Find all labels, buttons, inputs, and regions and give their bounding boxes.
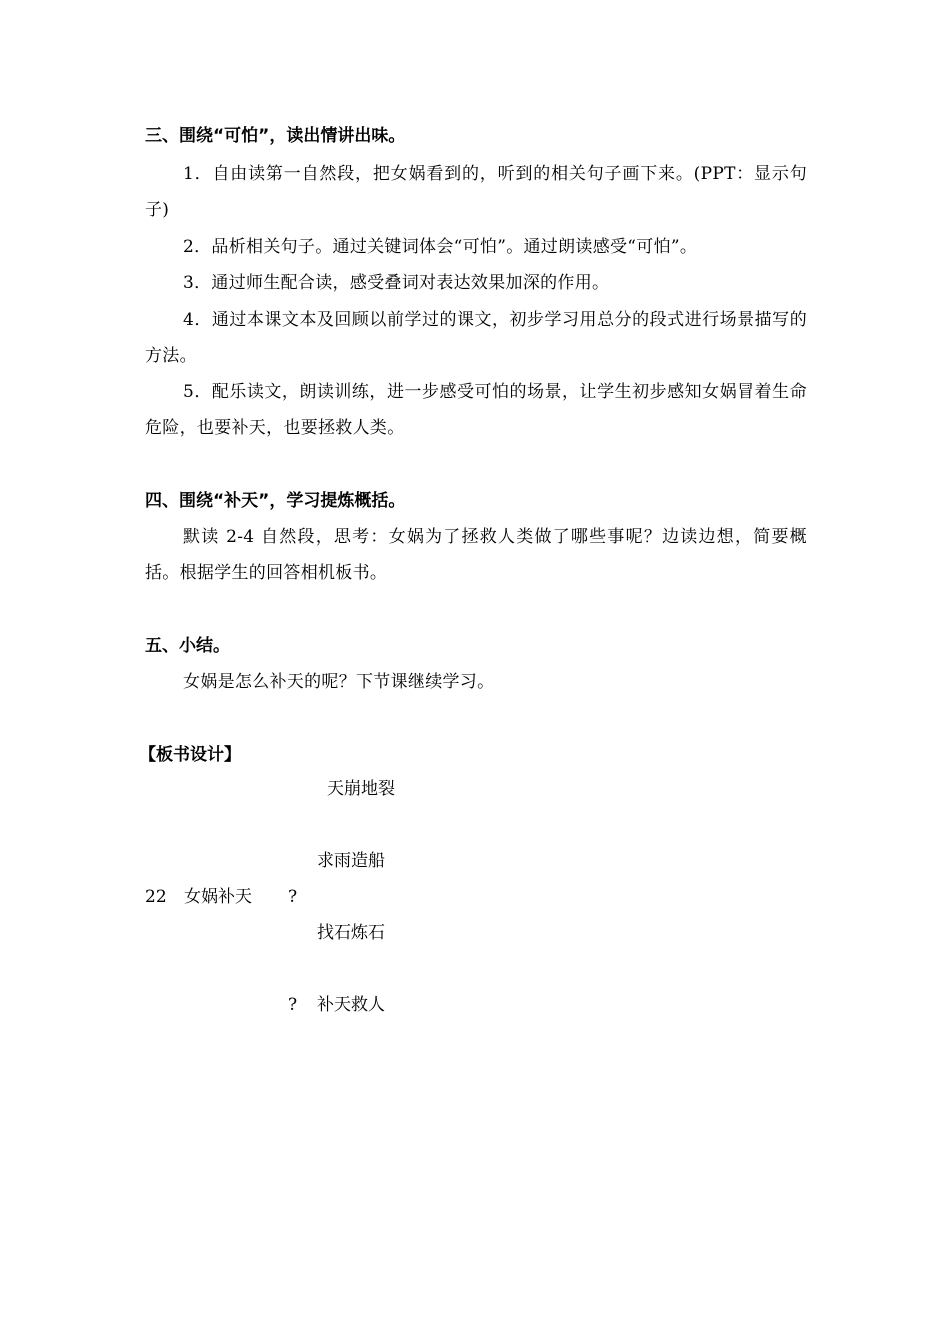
section-5-text: 女娲是怎么补天的呢？下节课继续学习。	[183, 672, 495, 692]
board-lesson-number: 22	[145, 887, 167, 907]
board-question-mark-2: ?	[288, 995, 298, 1015]
section-3-item-3: 3．通过师生配合读，感受叠词对表达效果加深的作用。	[183, 273, 610, 293]
section-3-item-2: 2．品析相关句子。通过关键词体会“可怕”。通过朗读感受“可怕”。	[183, 237, 698, 257]
section-5-heading: 五、小结。	[145, 636, 230, 656]
section-4-heading: 四、围绕“补天”，学习提炼概括。	[145, 491, 406, 511]
section-3-item-1: 1．自由读第一自然段，把女娲看到的，听到的相关句子画下来。(PPT：显示句子)	[145, 164, 807, 220]
section-3-item-5: 5．配乐读文，朗读训练，进一步感受可怕的场景，让学生初步感知女娲冒着生命危险，也要补天，也要拯救人类。	[145, 382, 807, 438]
board-entry-3: 找石炼石	[317, 923, 385, 943]
board-entry-1: 天崩地裂	[327, 779, 395, 799]
section-4-text: 默读 2-4 自然段，思考：女娲为了拯救人类做了哪些事呢？边读边想，简要概括。根据学生的回答相机板书。	[145, 527, 807, 583]
board-lesson-title: 女娲补天	[184, 887, 252, 907]
section-3-item-4: 4．通过本课文本及回顾以前学过的课文，初步学习用总分的段式进行场景描写的方法。	[145, 310, 807, 366]
board-question-mark-1: ?	[288, 887, 298, 907]
board-design-heading: 【板书设计】	[139, 745, 241, 765]
board-entry-2: 求雨造船	[317, 851, 385, 871]
board-entry-4: 补天救人	[317, 995, 385, 1015]
section-3-heading: 三、围绕“可怕”，读出情讲出味。	[145, 126, 406, 146]
